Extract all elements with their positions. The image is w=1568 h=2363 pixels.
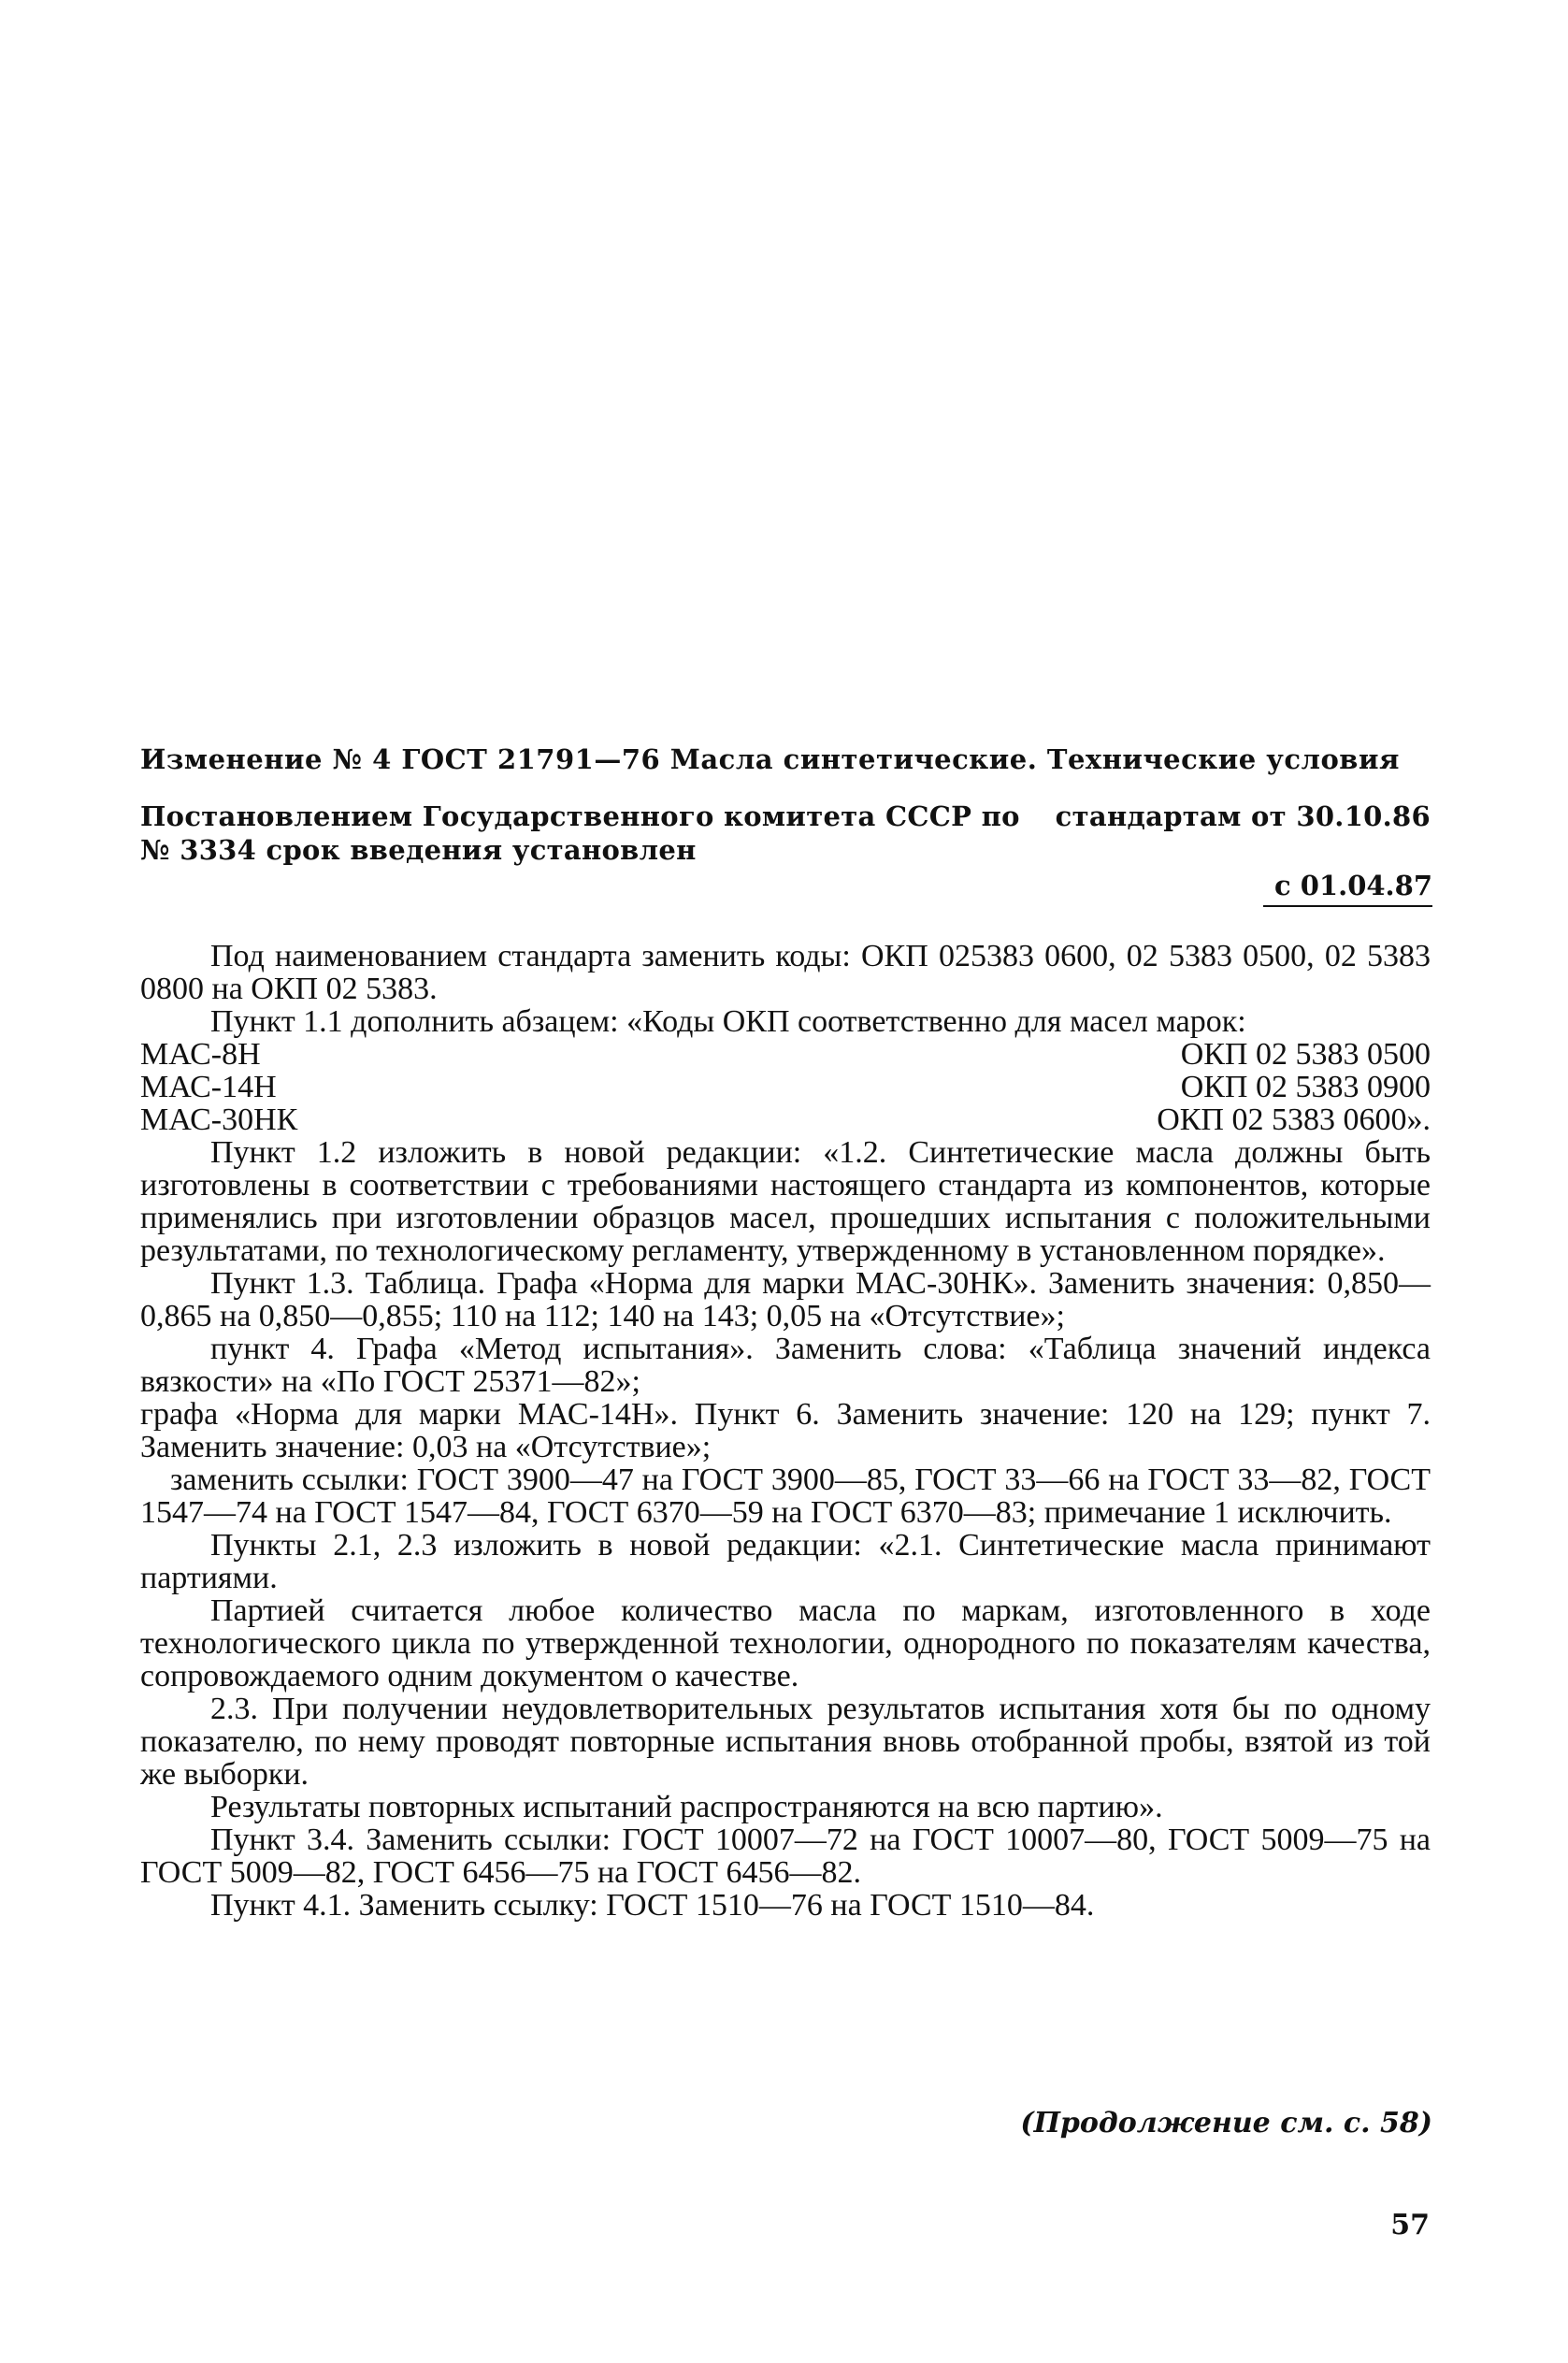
amendment-body bbox=[140, 940, 1431, 1922]
paragraph: Пункты 2.1, 2.3 изложить в новой редакции: «2.1. Синтетические масла принимают партиями. bbox=[140, 1528, 1431, 1595]
paragraph: 2.3. При получении неудовлетворительных результатов испытания хотя бы по одному показателю, по нему проводят повторные испытания вновь отобранной пробы, взятой из той же выборки. bbox=[140, 1692, 1431, 1792]
paragraph: Партией считается любое количество масла по маркам, изготовленного в ходе технологического цикла по утвержденной технологии, однородного по показателям качества, сопровождаемого одним документом о качестве. bbox=[140, 1593, 1431, 1693]
decree-line2: № 3334 срок введения установлен bbox=[140, 834, 697, 866]
paragraph: Под наименованием стандарта заменить коды: ОКП 025383 0600, 02 5383 0500, 02 5383 0800 на ОКП 02 5383. bbox=[140, 939, 1431, 1006]
paragraph: Результаты повторных испытаний распространяются на всю партию». bbox=[210, 1790, 1163, 1824]
okp-code: ОКП 02 5383 0500 bbox=[1180, 1037, 1431, 1072]
paragraph: Пункт 1.3. Таблица. Графа «Норма для марки МАС-30НК». Заменить значения: 0,850—0,865 на 0,850—0,855; 110 на 112; 140 на 143; 0,05 на «Отсутствие»; bbox=[140, 1266, 1431, 1333]
paragraph: пункт 4. Графа «Метод испытания». Заменить слова: «Таблица значений индекса вязкости» на «По ГОСТ 25371—82»; bbox=[140, 1332, 1431, 1399]
oil-brand: МАС-30НК bbox=[140, 1102, 298, 1137]
okp-code-row bbox=[140, 1071, 1431, 1103]
okp-code: ОКП 02 5383 0600». bbox=[1157, 1102, 1431, 1137]
continuation-note: (Продолжение см. с. 58) bbox=[1020, 2107, 1432, 2140]
decree-line1-left: Постановлением Государственного комитета СССР по bbox=[140, 800, 1020, 832]
okp-code-row bbox=[140, 1103, 1431, 1136]
paragraph: Пункт 4.1. Заменить ссылку: ГОСТ 1510—76 на ГОСТ 1510—84. bbox=[210, 1888, 1095, 1923]
paragraph: Пункт 1.2 изложить в новой редакции: «1.2. Синтетические масла должны быть изготовлены в соответствии с требованиями настоящего стандарта из компонентов, которые применялись при изготовлении образцов масел, прошедших испытания с положительными результатами, по технологическому регламенту, утвержденному в установленном порядке». bbox=[140, 1135, 1431, 1268]
okp-code-row bbox=[140, 1038, 1431, 1071]
page-number: 57 bbox=[1390, 2209, 1430, 2241]
amendment-title: Изменение № 4 ГОСТ 21791—76 Масла синтетические. Технические условия bbox=[140, 743, 1400, 775]
decree-line1-right: стандартам от 30.10.86 bbox=[1055, 800, 1431, 832]
paragraph: графа «Норма для марки МАС-14Н». Пункт 6. Заменить значение: 120 на 129; пункт 7. Заменить значение: 0,03 на «Отсутствие»; bbox=[140, 1397, 1431, 1464]
effective-date: с 01.04.87 bbox=[1263, 870, 1432, 907]
decree-block bbox=[140, 800, 1431, 867]
paragraph: Пункт 3.4. Заменить ссылки: ГОСТ 10007—72 на ГОСТ 10007—80, ГОСТ 5009—75 на ГОСТ 5009—82, ГОСТ 6456—75 на ГОСТ 6456—82. bbox=[140, 1823, 1431, 1890]
paragraph: заменить ссылки: ГОСТ 3900—47 на ГОСТ 3900—85, ГОСТ 33—66 на ГОСТ 33—82, ГОСТ 1547—74 на ГОСТ 1547—84, ГОСТ 6370—59 на ГОСТ 6370—83; примечание 1 исключить. bbox=[140, 1462, 1431, 1530]
oil-brand: МАС-14Н bbox=[140, 1070, 277, 1104]
okp-code: ОКП 02 5383 0900 bbox=[1180, 1070, 1431, 1104]
paragraph: Пункт 1.1 дополнить абзацем: «Коды ОКП соответственно для масел марок: bbox=[210, 1004, 1246, 1039]
oil-brand: МАС-8Н bbox=[140, 1037, 261, 1072]
